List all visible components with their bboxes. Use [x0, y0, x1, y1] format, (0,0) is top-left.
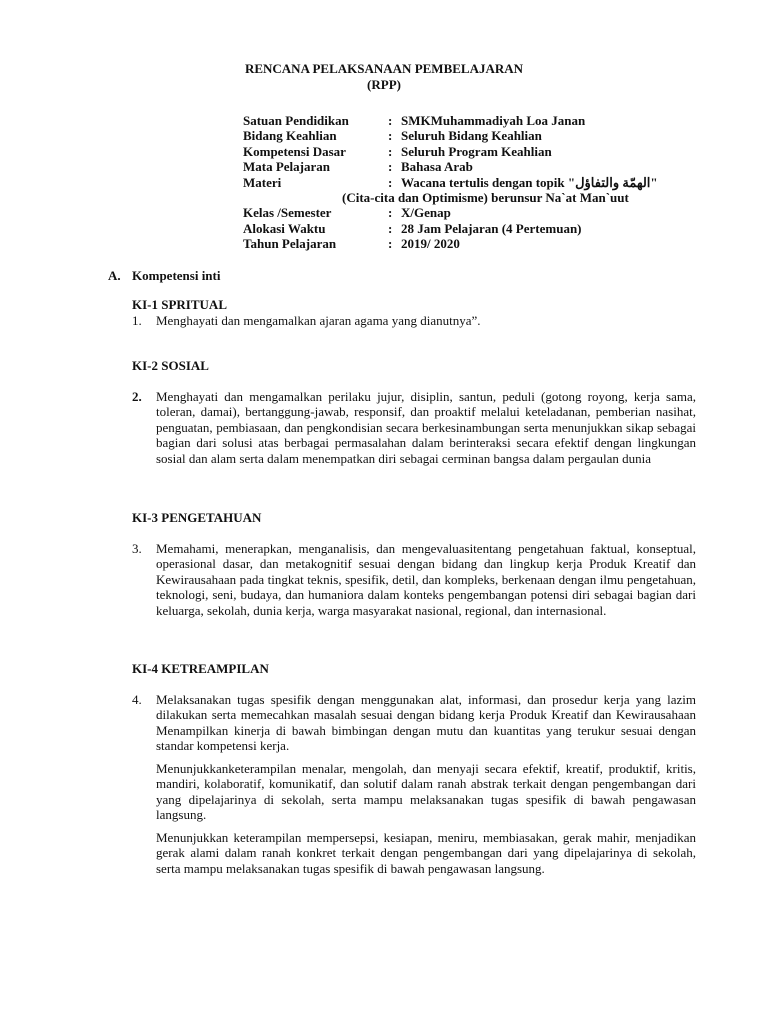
item-text: Menghayati dan mengamalkan ajaran agama yang dianutnya”. [156, 313, 481, 328]
ki3-heading: KI-3 PENGETAHUAN [132, 510, 262, 525]
info-label: Bidang Keahlian [243, 128, 337, 144]
info-label: Alokasi Waktu [243, 220, 326, 236]
info-value: Wacana tertulis dengan topik "الهمّة والتفاؤل" [401, 174, 658, 190]
info-row-tahun [243, 236, 658, 251]
ki4-heading: KI-4 KETREAMPILAN [132, 661, 269, 676]
ki4-paragraph-3: Menunjukkan keterampilan mempersepsi, kesiapan, meniru, membiasakan, gerak mahir, menjadikan gerak alami dalam ranah konkret terkait dengan pengembangan dari yang dipelajarinya di sekolah, serta mampu melaksanakan tugas spesifik di bawah pengawasan langsung. [156, 830, 696, 876]
info-separator: : [388, 159, 393, 175]
info-row-materi [243, 175, 658, 190]
ki1-heading: KI-1 SPRITUAL [132, 297, 227, 312]
item-number: 4. [132, 692, 142, 707]
item-number: 3. [132, 541, 142, 556]
item-text: Memahami, menerapkan, menganalisis, dan mengevaluasitentang pengetahuan faktual, konseptual, operasional dasar, dan metakognitif sesuai dengan bidang dan lingkup kerja Produk Kreatif dan Kewirausahaan pada tingkat teknis, spesifik, detil, dan kompleks, berkenaan dengan ilmu pengetahuan, teknologi, seni, budaya, dan humaniora dalam konteks pengembangan potensi diri sebagai bagian dari keluarga, sekolah, dunia kerja, warga masyarakat nasional, regional, dan internasional. [156, 541, 696, 618]
document-title: RENCANA PELAKSANAAN PEMBELAJARAN [244, 61, 524, 76]
info-separator: : [388, 205, 393, 221]
info-label: Materi [243, 174, 282, 190]
info-row-satuan [243, 113, 658, 128]
ki4-item [132, 692, 696, 754]
info-value: SMKMuhammadiyah Loa Janan [401, 113, 586, 128]
info-value: Bahasa Arab [401, 159, 473, 175]
info-row-bidang [243, 128, 658, 143]
section-heading [108, 268, 220, 284]
info-separator: : [388, 113, 393, 128]
info-value: 2019/ 2020 [401, 236, 460, 252]
info-separator: : [388, 236, 393, 252]
item-text: Menghayati dan mengamalkan perilaku jujur, disiplin, santun, peduli (gotong royong, kerja sama, toleran, damai), bertanggung-jawab, responsif, dan proaktif melalui keteladanan, pemberian nasihat, penguatan, pembiasaan, dan pengkondisian secara berkesinambungan serta menunjukkan sikap sebagai bagian dari solusi atas berbagai permasalahan dalam berinteraksi secara efektif dengan lingkungan sosial dan alam serta dalam menempatkan diri sebagai cerminan bangsa dalam pergaulan dunia [156, 389, 696, 466]
item-text: Melaksanakan tugas spesifik dengan menggunakan alat, informasi, dan prosedur kerja yang lazim dilakukan serta memecahkan masalah sesuai dengan bidang kerja Produk Kreatif dan Kewirausahaan Menampilkan kinerja di bawah bimbingan dengan mutu dan kuantitas yang terukur sesuai dengan standar kompetensi kerja. [156, 692, 696, 754]
ki4-paragraph-2: Menunjukkanketerampilan menalar, mengolah, dan menyaji secara efektif, kreatif, produktif, kritis, mandiri, kolaboratif, komunikatif, dan solutif dalam ranah abstrak terkait dengan pengembangan dari yang dipelajarinya di sekolah, serta mampu melaksanakan tugas spesifik di bawah pengawasan langsung. [156, 761, 696, 823]
ki3-item [132, 541, 696, 618]
item-number: 1. [132, 313, 142, 328]
ki2-heading: KI-2 SOSIAL [132, 358, 209, 373]
ki2-item [132, 389, 696, 466]
info-separator: : [388, 220, 393, 236]
identity-table [243, 113, 658, 252]
info-row-kelas [243, 205, 658, 220]
info-value: Seluruh Program Keahlian [401, 143, 552, 159]
info-label: Satuan Pendidikan [243, 113, 349, 128]
info-value-continued: (Cita-cita dan Optimisme) berunsur Na`at Man`uut [342, 190, 629, 206]
info-row-mapel [243, 159, 658, 174]
item-number: 2. [132, 389, 142, 404]
info-separator: : [388, 143, 393, 159]
ki1-item [132, 313, 696, 329]
info-row-materi-cont [243, 190, 658, 205]
info-row-alokasi [243, 221, 658, 236]
info-label: Kompetensi Dasar [243, 143, 346, 159]
info-label: Kelas /Semester [243, 205, 332, 221]
info-label: Tahun Pelajaran [243, 236, 337, 252]
info-label: Mata Pelajaran [243, 159, 331, 175]
info-row-kd [243, 144, 658, 159]
section-letter: A. [108, 268, 121, 283]
section-title: Kompetensi inti [132, 268, 221, 283]
info-value: X/Genap [401, 205, 451, 221]
document-subtitle: (RPP) [367, 77, 401, 92]
info-separator: : [388, 174, 393, 190]
info-separator: : [388, 128, 393, 144]
info-value: Seluruh Bidang Keahlian [401, 128, 542, 144]
info-value: 28 Jam Pelajaran (4 Pertemuan) [401, 220, 582, 236]
